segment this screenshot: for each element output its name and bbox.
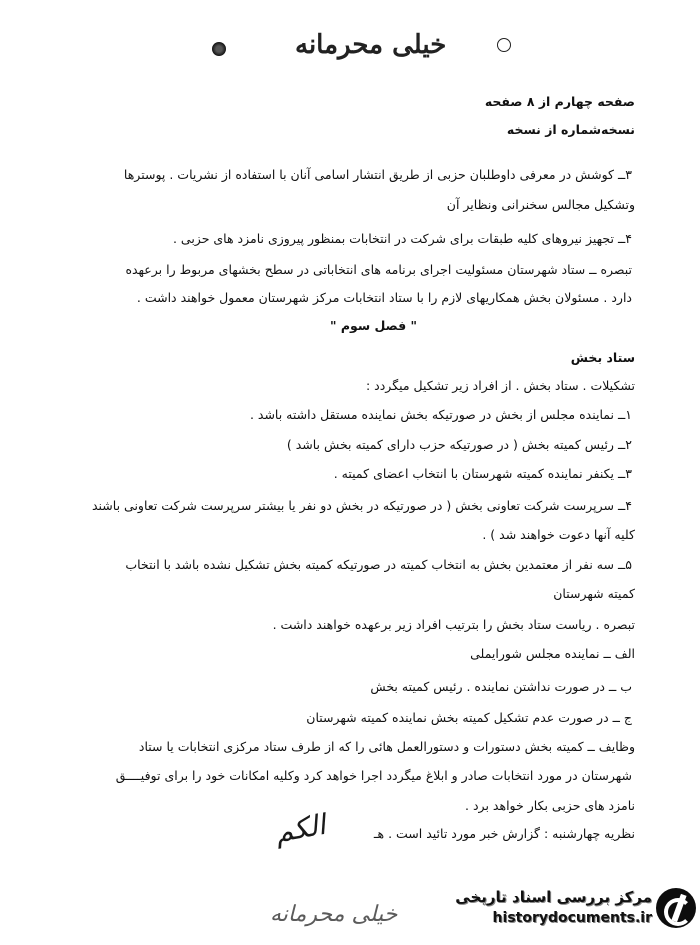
stamp-dot-icon	[212, 42, 226, 56]
body-line: ۳ــ کوشش در معرفی داوطلبان حزبی از طریق انتشار اسامی آنان با استفاده از نشریات . پوسترها	[123, 167, 632, 182]
archive-logo-icon	[656, 888, 696, 928]
classification-stamp: خیلی محرمانه	[295, 30, 447, 60]
subheading: ستاد بخش	[570, 350, 635, 365]
list-item: ب ــ در صورت نداشتن نماینده . رئیس کمیته بخش	[370, 679, 632, 694]
page-number-line: صفحه چهارم از ۸ صفحه	[484, 94, 635, 109]
watermark-url: historydocuments.ir	[492, 910, 652, 926]
stamp-circle-icon	[497, 38, 511, 52]
signature: الکم	[272, 807, 328, 850]
body-line: وظایف ــ کمیته بخش دستورات و دستورالعمل هائی را که از طرف ستاد مرکزی انتخابات یا ستاد	[138, 739, 635, 754]
body-line: نظریه چهارشنبه : گزارش خبر مورد تائید است . هـ	[373, 826, 635, 841]
list-item: ۲ــ رئیس کمیته بخش ( در صورتیکه حزب دارای کمیته بخش باشد )	[286, 437, 632, 452]
body-line: تشکیلات . ستاد بخش . از افراد زیر تشکیل میگردد :	[365, 378, 635, 393]
list-item: ۴ــ سرپرست شرکت تعاونی بخش ( در صورتیکه در بخش دو نفر یا بیشتر سرپرست شرکت تعاونی باشند	[91, 498, 632, 513]
body-line: کمیته شهرستان	[553, 586, 635, 601]
list-item: ج ــ در صورت عدم تشکیل کمیته بخش نماینده کمیته شهرستان	[306, 710, 632, 725]
list-item: الف ــ نماینده مجلس شورایملی	[470, 646, 635, 661]
list-item: ۳ــ یکنفر نماینده کمیته شهرستان با انتخاب اعضای کمیته .	[333, 466, 632, 481]
body-line: تبصره ــ ستاد شهرستان مسئولیت اجرای برنامه های انتخاباتی در سطح بخشهای مربوط را برعهده	[125, 262, 632, 277]
copy-number-line: نسخه‌شماره از نسخه	[506, 122, 635, 137]
footer-classification-stamp: خیلی محرمانه	[270, 902, 398, 927]
body-line: نامزد های حزبی بکار خواهد برد .	[465, 798, 635, 813]
archive-watermark	[438, 880, 700, 945]
section-heading: " فصل سوم "	[330, 318, 418, 333]
body-line: کلیه آنها دعوت خواهند شد ) .	[482, 527, 635, 542]
body-line: تبصره . ریاست ستاد بخش را بترتیب افراد زیر برعهده خواهند داشت .	[272, 617, 635, 632]
body-line: دارد . مسئولان بخش همکاریهای لازم را با ستاد انتخابات مرکز شهرستان معمول خواهند داشت .	[136, 290, 632, 305]
body-line: وتشکیل مجالس سخنرانی ونظایر آن	[446, 197, 635, 212]
list-item: ۵ــ سه نفر از معتمدین بخش به انتخاب کمیته در صورتیکه کمیته بخش تشکیل نشده باشد با انتخاب	[125, 557, 632, 572]
body-line: شهرستان در مورد انتخابات صادر و ابلاغ میگردد اجرا خواهد کرد وکلیه امکانات خود را برای توفیــــق	[115, 768, 632, 783]
watermark-text-fa: مرکز بررسی اسناد تاریخی	[455, 888, 652, 906]
body-line: ۴ــ تجهیز نیروهای کلیه طبقات برای شرکت در انتخابات بمنظور پیروزی نامزد های حزبی .	[172, 231, 632, 246]
list-item: ۱ــ نماینده مجلس از بخش در صورتیکه بخش نماینده مستقل داشته باشد .	[249, 407, 632, 422]
